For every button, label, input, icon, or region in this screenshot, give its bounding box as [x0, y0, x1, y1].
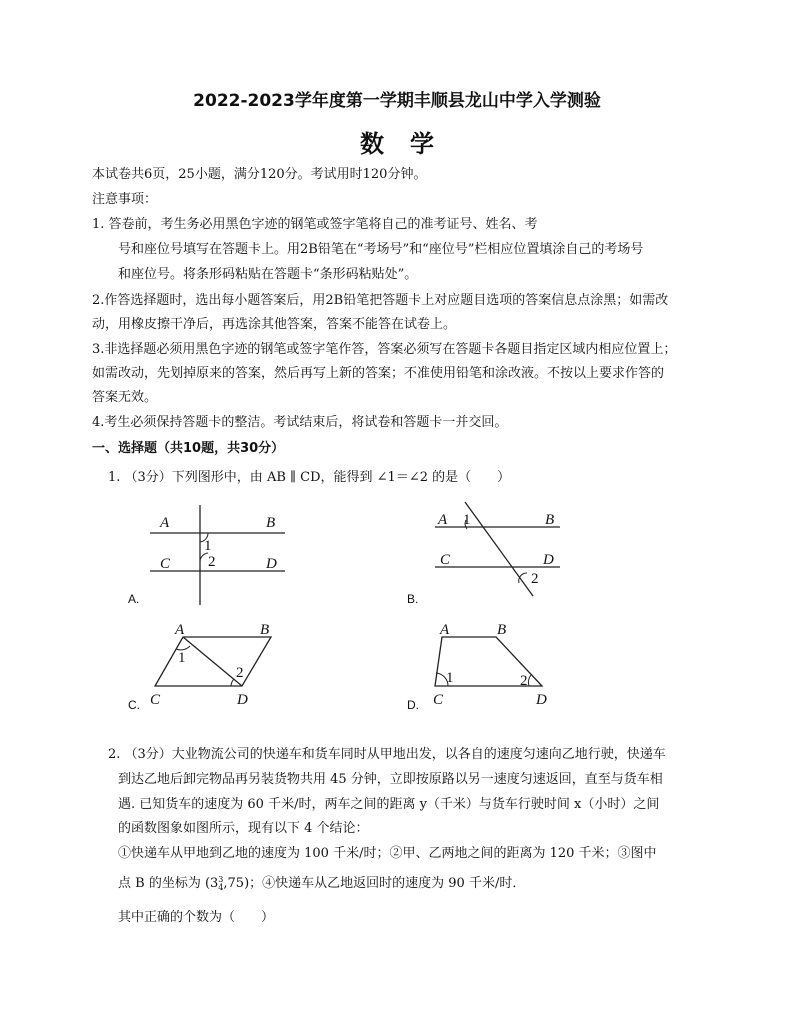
label-D: D — [536, 692, 547, 708]
label-B: B — [545, 512, 555, 528]
label-2: 2 — [520, 673, 528, 689]
q2-line-2: 到达乙地后卸完物品再另装货物共用 45 分钟，立即按原路以另一速度匀速返回，直至与货车相 — [118, 772, 663, 787]
note-1-line-1: 1. 答卷前，考生务必用黑色字迹的钢笔或签字笔将自己的准考证号、姓名、考 — [92, 217, 538, 232]
frac-den: 4 — [218, 882, 224, 892]
q1-figure-a — [150, 500, 290, 605]
frac-num: 3 — [218, 874, 224, 884]
q1-figure-d — [430, 620, 565, 710]
note-4: 4.考生必须保持答题卡的整洁。考试结束后，将试卷和答题卡一并交回。 — [92, 415, 508, 430]
label-1: 1 — [178, 650, 186, 666]
label-D: D — [266, 556, 277, 572]
q2-line-3: 遇. 已知货车的速度为 60 千米/时，两车之间的距离 y（千米）与货车行驶时间 x（小时）之间 — [118, 797, 660, 812]
label-D: D — [237, 692, 248, 708]
label-B: B — [260, 622, 270, 638]
note-2-line-2: 动，用橡皮擦干净后，再选涂其他答案，答案不能答在试卷上。 — [92, 317, 457, 332]
label-C: C — [150, 692, 161, 708]
label-A: A — [160, 515, 170, 531]
option-b[interactable]: B. — [407, 592, 419, 606]
label-C: C — [440, 552, 451, 568]
label-A: A — [438, 512, 448, 528]
q2-line-6-post: ,75)；④快递车从乙地返回时的速度为 90 千米/时． — [223, 876, 526, 891]
note-2-line-1: 2.作答选择题时，选出每小题答案后，用2B铅笔把答题卡上对应题目选项的答案信息点涂黑；如需改 — [92, 293, 669, 308]
q2-line-6 — [118, 872, 525, 892]
q2-line-5: ①快递车从甲地到乙地的速度为 100 千米/时；②甲、乙两地之间的距离为 120 千米；③图中 — [118, 846, 657, 861]
label-A: A — [175, 622, 185, 638]
section-heading: 一、选择题（共10题，共30分） — [92, 441, 285, 456]
subject-title: 数学 — [360, 130, 460, 158]
label-1: 1 — [204, 538, 212, 554]
q1-figure-b — [435, 500, 570, 600]
note-3-line-1: 3.非选择题必须用黑色字迹的钢笔或签字笔作答，答案必须写在答题卡各题目指定区域内相应位置上； — [92, 342, 677, 357]
label-2: 2 — [236, 665, 244, 681]
note-3-line-2: 如需改动，先划掉原来的答案，然后再写上新的答案；不准使用铅笔和涂改液。不按以上要求作答的 — [92, 366, 665, 381]
label-2: 2 — [531, 571, 539, 587]
label-B: B — [497, 622, 507, 638]
exam-info: 本试卷共6页，25小题，满分120分。考试用时120分钟。 — [92, 167, 427, 182]
label-1: 1 — [446, 670, 454, 686]
option-c[interactable]: C. — [128, 698, 140, 712]
note-1-line-2: 号和座位号填写在答题卡上。用2B铅笔在“考场号”和“座位号”栏相应位置填涂自己的考场号 — [118, 242, 644, 257]
q2-line-4: 的函数图象如图所示，现有以下 4 个结论： — [118, 821, 369, 836]
option-a[interactable]: A. — [128, 592, 140, 606]
q2-line-6-pre: 点 B 的坐标为 (3 — [118, 876, 219, 891]
label-D: D — [543, 552, 554, 568]
label-B: B — [266, 515, 276, 531]
q1-stem: 1. （3分）下列图形中，由 AB ∥ CD，能得到 ∠1＝∠2 的是（ ） — [108, 470, 511, 485]
note-3-line-3: 答案无效。 — [92, 390, 158, 405]
option-d[interactable]: D. — [407, 698, 419, 712]
label-1: 1 — [463, 512, 471, 528]
q2-line-7: 其中正确的个数为（ ） — [118, 910, 275, 925]
label-A: A — [440, 622, 450, 638]
note-1-line-3: 和座位号。将条形码粘贴在答题卡“条形码粘贴处”。 — [118, 267, 418, 282]
q1-figure-c — [145, 620, 290, 710]
q2-line-1: 2. （3分）大业物流公司的快递车和货车同时从甲地出发，以各自的速度匀速向乙地行驶，快递车 — [108, 747, 666, 762]
label-C: C — [433, 692, 444, 708]
notes-heading: 注意事项： — [92, 192, 158, 207]
label-2: 2 — [208, 554, 216, 570]
exam-title: 2022-2023学年度第一学期丰顺县龙山中学入学测验 — [193, 91, 601, 111]
label-C: C — [160, 556, 171, 572]
